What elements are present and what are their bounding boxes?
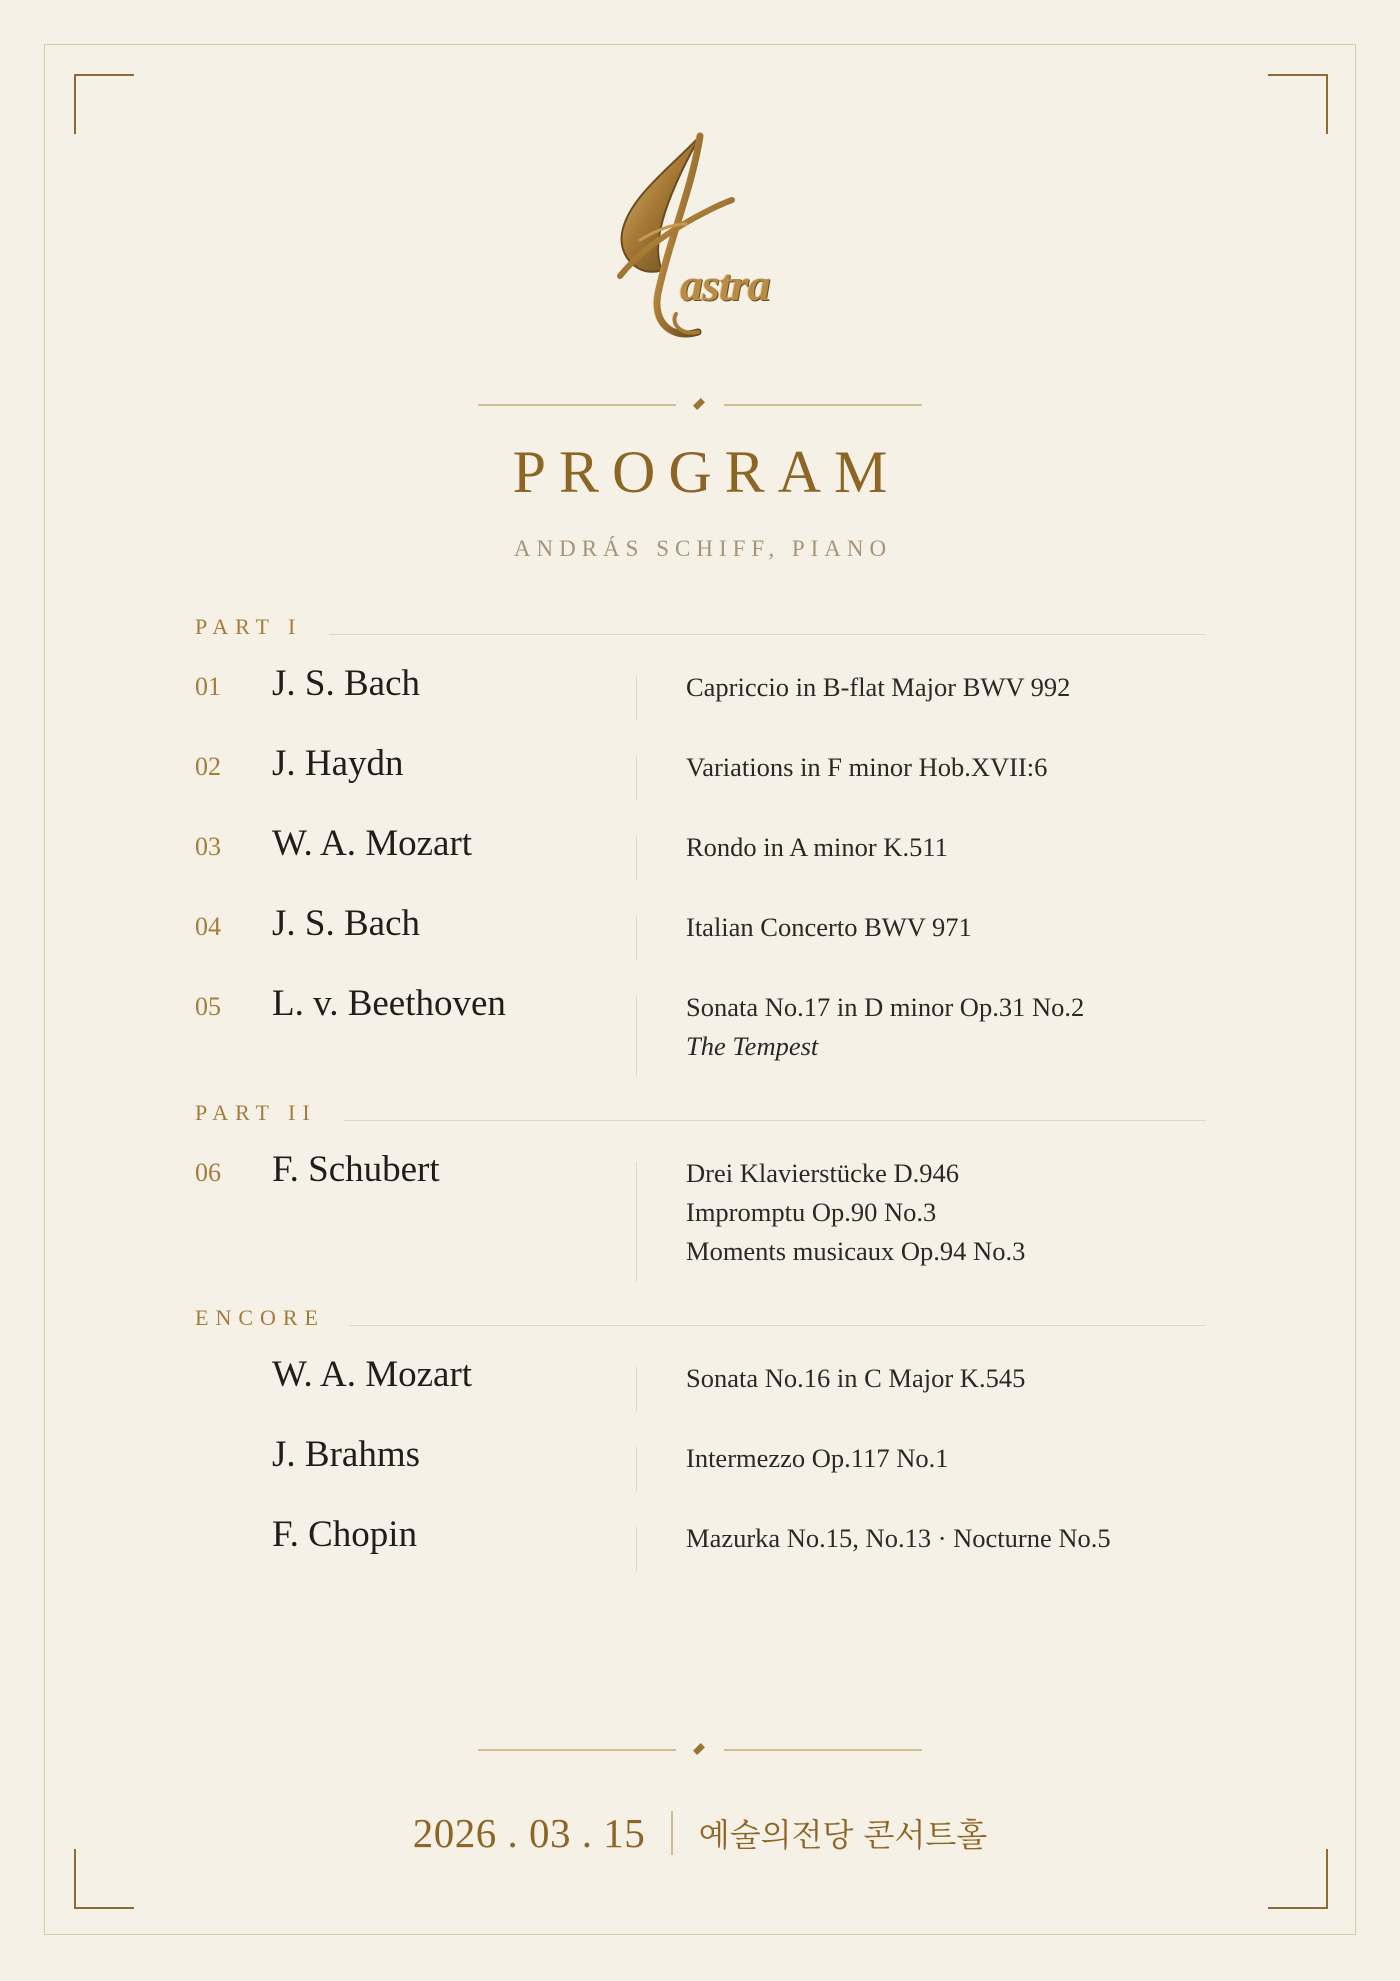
column-divider bbox=[636, 996, 637, 1076]
composer-name: J. S. Bach bbox=[272, 663, 420, 704]
corner-ornament-top-left bbox=[74, 74, 134, 134]
concert-date: 2026 . 03 . 15 bbox=[412, 1810, 646, 1856]
column-divider bbox=[636, 916, 637, 960]
item-number: 05 bbox=[195, 992, 221, 1021]
logo-wordmark: astra bbox=[680, 259, 770, 310]
column-divider bbox=[636, 1162, 637, 1282]
work-title: Impromptu Op.90 No.3 bbox=[686, 1197, 937, 1227]
section-rule bbox=[329, 634, 1205, 635]
composer-name: W. A. Mozart bbox=[272, 823, 473, 864]
diamond-icon bbox=[693, 398, 705, 410]
composer-name: F. Chopin bbox=[272, 1514, 418, 1555]
item-number: 04 bbox=[195, 912, 221, 941]
divider-ornament-top bbox=[478, 395, 922, 415]
performer-subtitle: ANDRÁS SCHIFF, PIANO bbox=[513, 536, 893, 561]
column-divider bbox=[636, 1447, 637, 1491]
corner-ornament-top-right bbox=[1268, 74, 1328, 134]
work-title: Variations in F minor Hob.XVII:6 bbox=[686, 752, 1048, 782]
composer-name: W. A. Mozart bbox=[272, 1354, 473, 1395]
item-number: 03 bbox=[195, 832, 221, 861]
composer-name: J. Haydn bbox=[272, 743, 404, 784]
work-title: Moments musicaux Op.94 No.3 bbox=[686, 1236, 1026, 1266]
column-divider bbox=[636, 1527, 637, 1571]
concert-venue: 예술의전당 콘서트홀 bbox=[698, 1816, 988, 1854]
column-divider bbox=[636, 756, 637, 800]
work-title: Capriccio in B-flat Major BWV 992 bbox=[686, 672, 1071, 702]
column-divider bbox=[636, 1367, 637, 1411]
page-title: PROGRAM bbox=[512, 439, 901, 505]
astra-logo bbox=[600, 128, 800, 343]
column-divider bbox=[636, 836, 637, 880]
work-title: Sonata No.16 in C Major K.545 bbox=[686, 1363, 1026, 1393]
composer-name: L. v. Beethoven bbox=[272, 983, 506, 1024]
item-number: 01 bbox=[195, 672, 221, 701]
concert-info bbox=[0, 1803, 1400, 1863]
section-rule bbox=[344, 1120, 1205, 1121]
divider-ornament-bottom bbox=[478, 1740, 922, 1760]
item-number: 06 bbox=[195, 1158, 221, 1187]
work-nickname: The Tempest bbox=[686, 1031, 819, 1061]
composer-name: F. Schubert bbox=[272, 1149, 440, 1190]
composer-name: J. S. Bach bbox=[272, 903, 420, 944]
work-title: Mazurka No.15, No.13 · Nocturne No.5 bbox=[686, 1523, 1111, 1553]
composer-name: J. Brahms bbox=[272, 1434, 420, 1475]
work-title: Drei Klavierstücke D.946 bbox=[686, 1158, 960, 1188]
diamond-icon bbox=[693, 1743, 705, 1755]
work-title: Sonata No.17 in D minor Op.31 No.2 bbox=[686, 992, 1085, 1022]
item-number: 02 bbox=[195, 752, 221, 781]
section-label-part-2: PART II bbox=[195, 1100, 317, 1125]
column-divider bbox=[636, 676, 637, 720]
work-title: Rondo in A minor K.511 bbox=[686, 832, 948, 862]
work-title: Italian Concerto BWV 971 bbox=[686, 912, 972, 942]
section-label-part-1: PART I bbox=[195, 614, 303, 639]
work-title: Intermezzo Op.117 No.1 bbox=[686, 1443, 949, 1473]
footer-divider bbox=[671, 1811, 673, 1855]
section-label-encore: ENCORE bbox=[195, 1305, 325, 1330]
section-rule bbox=[349, 1325, 1205, 1326]
